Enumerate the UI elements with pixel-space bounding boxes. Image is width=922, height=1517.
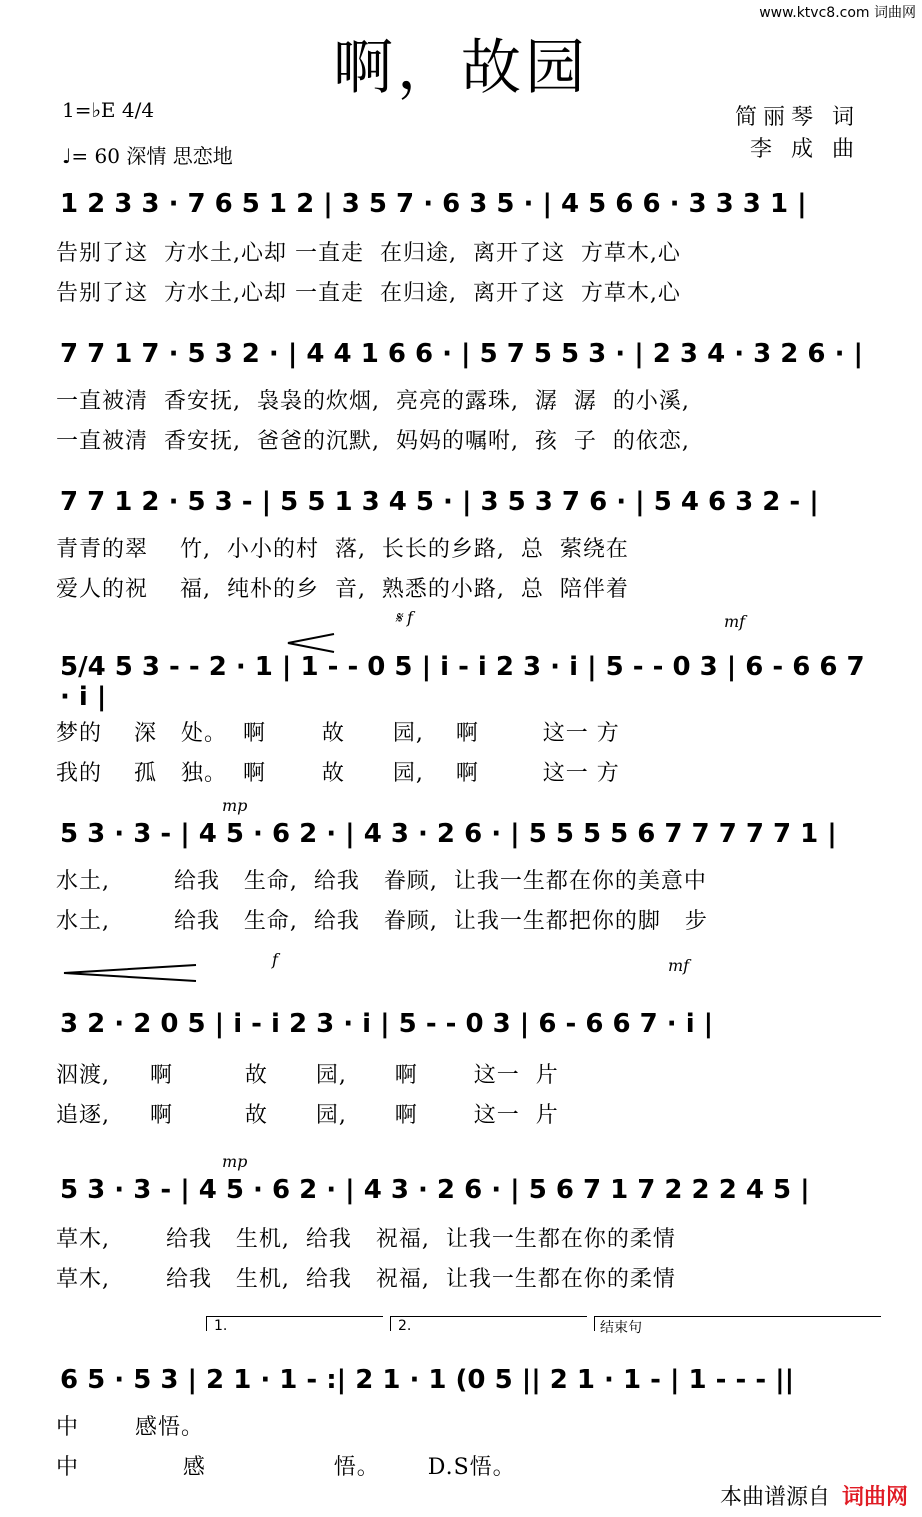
volta-label-2: 2.: [398, 1318, 412, 1334]
mezzo-forte-mark-1: mf: [724, 612, 746, 631]
lyric-row-3-verse-1: 青青的翠 竹, 小小的村 落, 长长的乡路, 总 萦绕在: [56, 537, 629, 562]
lyric-row-6-verse-1: 泅渡, 啊 故 园, 啊 这一 片: [56, 1063, 559, 1088]
notation-row-3: 7 7 1 2 · 5 3 - | 5 5 1 3 4 5 · | 3 5 3 7 6 · | 5 4 6 3 2 - |: [60, 487, 819, 517]
lyric-row-4-verse-2: 我的 孤 独。 啊 故 园, 啊 这一 方: [56, 761, 620, 786]
mezzo-piano-mark-2: mp: [222, 1152, 248, 1171]
volta-label-1: 1.: [214, 1318, 228, 1334]
lyric-row-5-verse-2: 水土, 给我 生命, 给我 眷顾, 让我一生都把你的脚 步: [56, 909, 708, 934]
notation-row-1: 1 2 3 3 · 7 6 5 1 2 | 3 5 7 · 6 3 5 · | 4 5 6 6 · 3 3 3 1 |: [60, 189, 807, 219]
notation-row-8: 6 5 · 5 3 | 2 1 · 1 - :| 2 1 · 1 (0 5 || 2 1 · 1 - | 1 - - - ||: [60, 1365, 795, 1395]
lyric-row-8-verse-1: 中 感悟。: [56, 1415, 204, 1440]
notation-row-5: 5 3 · 3 - | 4 5 · 6 2 · | 4 3 · 2 6 · | 5 5 5 5 6 7 7 7 7 7 1 |: [60, 819, 837, 849]
lyric-row-5-verse-1: 水土, 给我 生命, 给我 眷顾, 让我一生都在你的美意中: [56, 869, 707, 894]
lyric-row-4-verse-1: 梦的 深 处。 啊 故 园, 啊 这一 方: [56, 721, 620, 746]
lyric-row-1-verse-1: 告别了这 方水土,心却 一直走 在归途, 离开了这 方草木,心: [56, 241, 681, 266]
source-text: 本曲谱源自: [719, 1485, 830, 1510]
crescendo-hairpin-1: [286, 632, 336, 654]
volta-bracket-2: [390, 1316, 587, 1331]
site-watermark: www.ktvc8.com 词曲网: [759, 5, 916, 21]
tempo-marking: ♩= 60 深情 思恋地: [62, 144, 233, 168]
mezzo-piano-mark-1: mp: [222, 796, 248, 815]
crescendo-hairpin-2: [60, 962, 200, 984]
ending-label: 结束句: [600, 1320, 642, 1336]
lyric-row-6-verse-2: 追逐, 啊 故 园, 啊 这一 片: [56, 1103, 559, 1128]
source-footer: [720, 1480, 908, 1511]
volta-bracket-1: [206, 1316, 383, 1331]
notation-row-4: 5/4 5 3 - - 2 · 1 | 1 - - 0 5 | i - i 2 3 · i | 5 - - 0 3 | 6 - 6 6 7 · i |: [60, 652, 865, 712]
mezzo-forte-mark-2: mf: [668, 956, 690, 975]
notation-row-6: 3 2 · 2 0 5 | i - i 2 3 · i | 5 - - 0 3 | 6 - 6 6 7 · i |: [60, 1009, 714, 1039]
lyricist-credit: 简丽琴 词: [735, 105, 860, 130]
key-signature: 1=♭E 4/4: [62, 98, 155, 122]
composer-credit: 李 成 曲: [750, 137, 860, 162]
lyric-row-3-verse-2: 爱人的祝 福, 纯朴的乡 音, 熟悉的小路, 总 陪伴着: [56, 577, 629, 602]
forte-mark-2: f: [272, 950, 278, 969]
lyric-row-8-verse-2: 中 感 悟。 D.S悟。: [56, 1455, 516, 1480]
lyric-row-2-verse-1: 一直被清 香安抚, 袅袅的炊烟, 亮亮的露珠, 潺 潺 的小溪,: [56, 389, 690, 414]
notation-row-7: 5 3 · 3 - | 4 5 · 6 2 · | 4 3 · 2 6 · | 5 6 7 1 7 2 2 2 4 5 |: [60, 1175, 810, 1205]
lyric-row-2-verse-2: 一直被清 香安抚, 爸爸的沉默, 妈妈的嘱咐, 孩 子 的依恋,: [56, 429, 690, 454]
segno-forte-mark: 𝄋 f: [395, 608, 413, 627]
notation-row-2: 7 7 1 7 · 5 3 2 · | 4 4 1 6 6 · | 5 7 5 5 3 · | 2 3 4 · 3 2 6 · |: [60, 339, 863, 369]
lyric-row-7-verse-2: 草木, 给我 生机, 给我 祝福, 让我一生都在你的柔情: [56, 1267, 676, 1292]
brand-logo-text: 词曲网: [841, 1485, 908, 1510]
song-title: 啊，故园: [333, 33, 589, 103]
lyric-row-1-verse-2: 告别了这 方水土,心却 一直走 在归途, 离开了这 方草木,心: [56, 281, 681, 306]
lyric-row-7-verse-1: 草木, 给我 生机, 给我 祝福, 让我一生都在你的柔情: [56, 1227, 676, 1252]
